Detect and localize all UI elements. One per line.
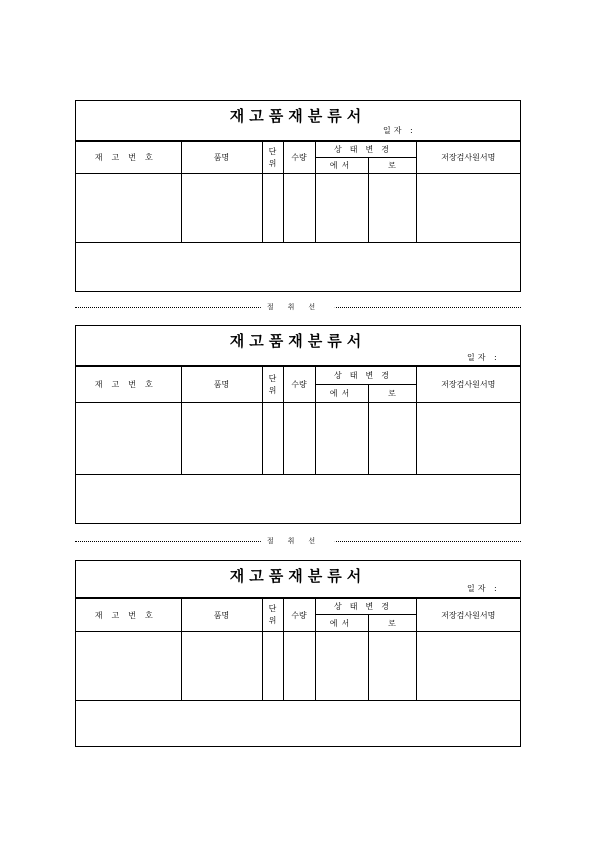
signature-cell[interactable] [416,632,520,701]
col-inventory-no: 재고번호 [76,367,181,403]
col-status-change: 상태변경 [315,599,416,615]
table-row [76,632,520,701]
cut-line-label: 절취선 [261,302,335,312]
col-signature: 저장검사원서명 [416,142,520,174]
form-title: 재고품재분류서 [229,107,367,125]
col-item-name: 품명 [181,367,262,403]
date-label: 일자 : [467,584,500,593]
col-quantity: 수량 [283,599,315,632]
unit-cell[interactable] [262,632,283,701]
col-to: 로 [368,615,416,632]
reclassification-form-2 [75,325,521,524]
col-from: 에서 [315,615,368,632]
quantity-cell[interactable] [283,632,315,701]
inventory-table [76,598,520,701]
item-name-cell[interactable] [181,632,262,701]
signature-cell[interactable] [416,174,520,243]
col-signature: 저장검사원서명 [416,367,520,403]
remarks-area[interactable] [76,474,520,523]
from-cell[interactable] [315,174,368,243]
table-row [76,403,520,475]
col-inventory-no: 재고번호 [76,599,181,632]
col-status-change: 상태변경 [315,142,416,158]
quantity-cell[interactable] [283,174,315,243]
date-label: 일자 : [383,126,416,135]
col-status-change: 상태변경 [315,367,416,385]
col-unit: 단위 [262,599,283,632]
col-quantity: 수량 [283,367,315,403]
col-signature: 저장검사원서명 [416,599,520,632]
inventory-no-cell[interactable] [76,403,181,475]
to-cell[interactable] [368,632,416,701]
col-item-name: 품명 [181,599,262,632]
unit-cell[interactable] [262,174,283,243]
item-name-cell[interactable] [181,174,262,243]
inventory-no-cell[interactable] [76,632,181,701]
col-from: 에서 [315,385,368,403]
cut-line-label: 절취선 [261,536,335,546]
form-header [76,101,520,141]
inventory-table [76,141,520,243]
reclassification-form-1 [75,100,521,292]
to-cell[interactable] [368,403,416,475]
col-unit: 단위 [262,367,283,403]
table-row [76,174,520,243]
signature-cell[interactable] [416,403,520,475]
form-title: 재고품재분류서 [229,567,367,585]
col-quantity: 수량 [283,142,315,174]
remarks-area[interactable] [76,242,520,291]
col-unit: 단위 [262,142,283,174]
form-header [76,561,520,598]
quantity-cell[interactable] [283,403,315,475]
col-item-name: 품명 [181,142,262,174]
from-cell[interactable] [315,632,368,701]
from-cell[interactable] [315,403,368,475]
reclassification-form-3 [75,560,521,747]
form-header [76,326,520,366]
col-inventory-no: 재고번호 [76,142,181,174]
col-to: 로 [368,385,416,403]
form-title: 재고품재분류서 [229,332,367,350]
inventory-no-cell[interactable] [76,174,181,243]
to-cell[interactable] [368,174,416,243]
col-to: 로 [368,158,416,174]
cut-line-2 [75,536,521,546]
item-name-cell[interactable] [181,403,262,475]
inventory-table [76,366,520,475]
cut-line-1 [75,302,521,312]
col-from: 에서 [315,158,368,174]
unit-cell[interactable] [262,403,283,475]
date-label: 일자 : [467,353,500,362]
remarks-area[interactable] [76,700,520,746]
